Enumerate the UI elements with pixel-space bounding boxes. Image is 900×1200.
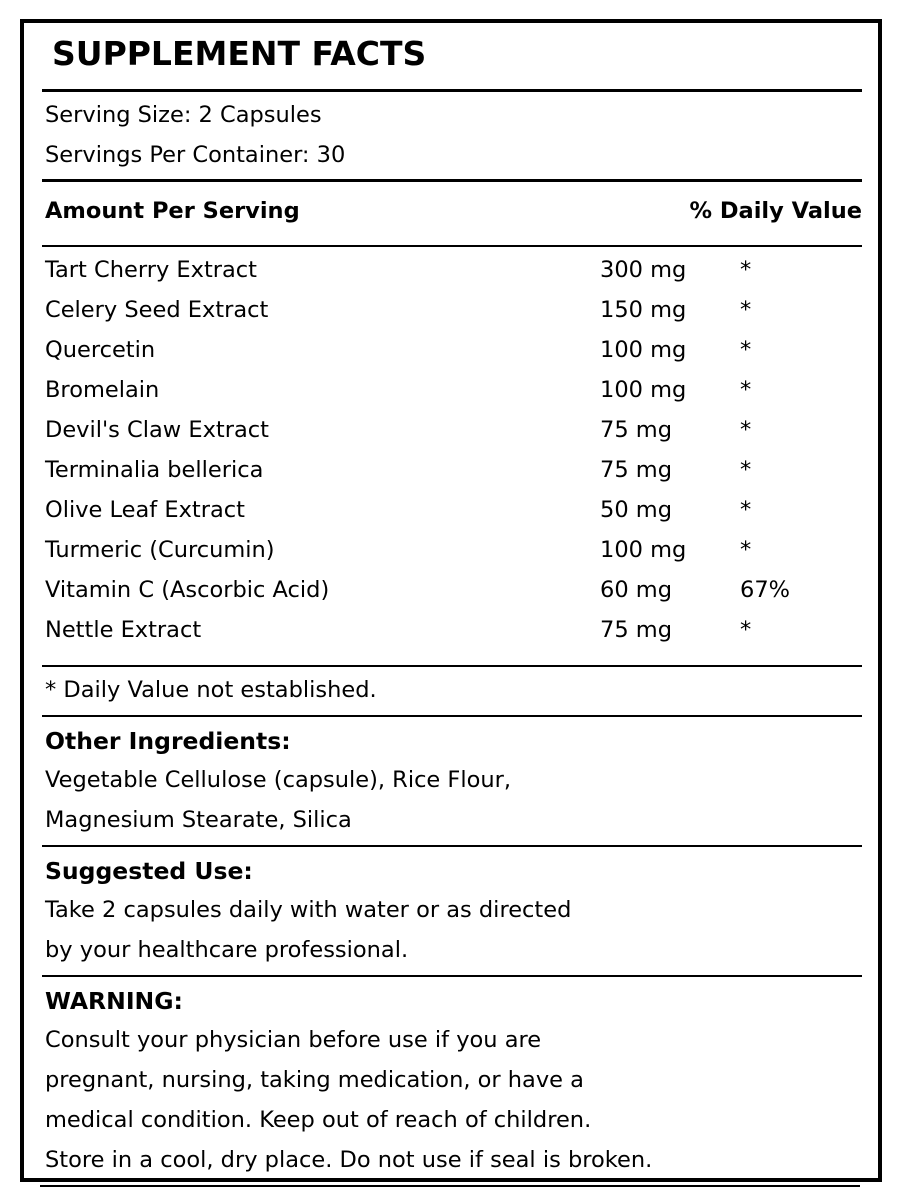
ingredient-amount: 75 mg <box>600 457 672 483</box>
ingredient-row <box>24 576 874 604</box>
ingredient-row <box>24 296 874 324</box>
ingredient-amount: 300 mg <box>600 257 687 283</box>
ingredient-daily-value: * <box>740 297 752 323</box>
ingredient-name: Nettle Extract <box>45 617 202 643</box>
ingredient-name: Tart Cherry Extract <box>45 257 258 283</box>
warning-line: pregnant, nursing, taking medication, or have a <box>45 1067 584 1093</box>
serving-size: Serving Size: 2 Capsules <box>45 102 322 128</box>
divider-rule <box>42 975 862 977</box>
ingredient-daily-value: * <box>740 377 752 403</box>
suggested-use-heading: Suggested Use: <box>45 857 253 885</box>
divider-rule <box>42 89 862 92</box>
ingredient-daily-value: * <box>740 417 752 443</box>
ingredient-name: Olive Leaf Extract <box>45 497 245 523</box>
bottom-divider-rule <box>40 1185 860 1187</box>
suggested-use-line: Take 2 capsules daily with water or as directed <box>45 897 572 923</box>
ingredient-amount: 100 mg <box>600 377 687 403</box>
warning-line: Store in a cool, dry place. Do not use if seal is broken. <box>45 1147 653 1173</box>
ingredient-amount: 150 mg <box>600 297 687 323</box>
ingredient-amount: 100 mg <box>600 537 687 563</box>
divider-rule <box>42 179 862 182</box>
ingredient-daily-value: * <box>740 537 752 563</box>
ingredient-row <box>24 616 874 644</box>
other-ingredients-heading: Other Ingredients: <box>45 727 291 755</box>
ingredient-daily-value: * <box>740 337 752 363</box>
ingredient-daily-value: * <box>740 497 752 523</box>
supplement-facts-panel <box>20 19 882 1182</box>
divider-rule <box>42 715 862 717</box>
ingredient-row <box>24 336 874 364</box>
ingredient-daily-value: * <box>740 257 752 283</box>
ingredient-name: Quercetin <box>45 337 156 363</box>
ingredient-row <box>24 376 874 404</box>
divider-rule <box>42 245 862 247</box>
ingredient-name: Vitamin C (Ascorbic Acid) <box>45 577 330 603</box>
other-ingredients-line: Vegetable Cellulose (capsule), Rice Flour, <box>45 767 512 793</box>
ingredient-row <box>24 496 874 524</box>
ingredient-daily-value: 67% <box>740 577 791 603</box>
other-ingredients-line: Magnesium Stearate, Silica <box>45 807 352 833</box>
divider-rule <box>42 665 862 667</box>
warning-heading: WARNING: <box>45 987 183 1015</box>
ingredient-name: Turmeric (Curcumin) <box>45 537 275 563</box>
label-title: SUPPLEMENT FACTS <box>52 34 427 73</box>
ingredient-name: Bromelain <box>45 377 160 403</box>
warning-line: medical condition. Keep out of reach of children. <box>45 1107 592 1133</box>
daily-value-footnote: * Daily Value not established. <box>45 677 377 703</box>
ingredient-row <box>24 536 874 564</box>
divider-rule <box>42 845 862 847</box>
amount-per-serving-header: Amount Per Serving <box>45 198 300 224</box>
ingredient-name: Terminalia bellerica <box>45 457 264 483</box>
daily-value-header: % Daily Value <box>689 198 862 224</box>
ingredient-amount: 60 mg <box>600 577 672 603</box>
ingredient-row <box>24 456 874 484</box>
ingredient-amount: 75 mg <box>600 417 672 443</box>
ingredient-amount: 50 mg <box>600 497 672 523</box>
ingredient-row <box>24 256 874 284</box>
ingredient-daily-value: * <box>740 457 752 483</box>
suggested-use-line: by your healthcare professional. <box>45 937 409 963</box>
ingredient-amount: 75 mg <box>600 617 672 643</box>
ingredient-name: Celery Seed Extract <box>45 297 269 323</box>
ingredient-name: Devil's Claw Extract <box>45 417 269 443</box>
servings-per-container: Servings Per Container: 30 <box>45 142 346 168</box>
ingredient-daily-value: * <box>740 617 752 643</box>
ingredient-amount: 100 mg <box>600 337 687 363</box>
warning-line: Consult your physician before use if you are <box>45 1027 542 1053</box>
ingredient-row <box>24 416 874 444</box>
